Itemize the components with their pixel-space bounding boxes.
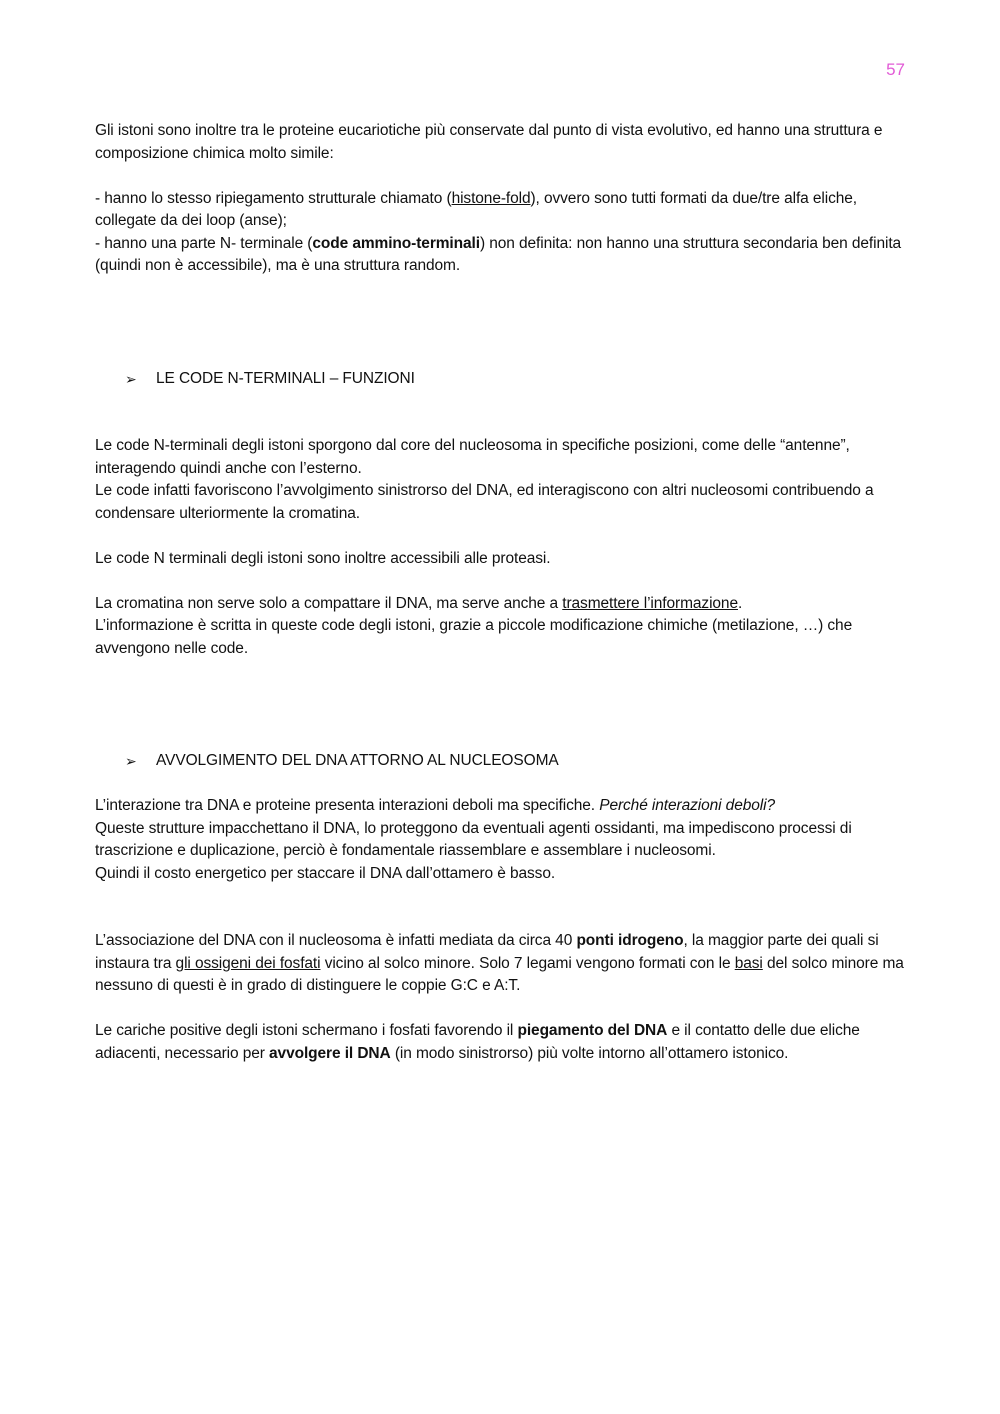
basi-term: basi xyxy=(734,954,763,972)
piegamento-dna-term: piegamento del DNA xyxy=(517,1022,668,1039)
ponti-idrogeno-term: ponti idrogeno xyxy=(576,932,684,949)
section1-paragraph-3: Le code N terminali degli istoni sono inoltre accessibili alle proteasi. xyxy=(95,549,551,567)
section2-paragraph-5: Le cariche positive degli istoni schermano i fosfati favorendo il piegamento del DNA e il contatto delle due eliche adiacenti, necessario per avvolgere il DNA (in modo sinistrorso) più volte intorno all’ottamero istonico. xyxy=(95,1022,860,1062)
arrowhead-bullet-icon: ➢ xyxy=(125,370,137,387)
section2-paragraph-4: L’associazione del DNA con il nucleosoma è infatti mediata da circa 40 ponti idrogeno, la maggior parte dei quali si instaura tra gli ossigeni dei fosfati vicino al solco minore. Solo 7 legami vengono formati con le basi del solco minore ma nessuno di questi è in grado di distinguere le coppie G:C e A:T. xyxy=(95,932,904,994)
section2-paragraph-3: Quindi il costo energetico per staccare il DNA dall’ottamero è basso. xyxy=(95,864,556,882)
section2-paragraph-2: Queste strutture impacchettano il DNA, lo proteggono da eventuali agenti ossidanti, ma impediscono processi di trascrizione e duplicazione, perciò è fondamentale riassemblare e assemblare i nucleosomi. xyxy=(95,819,852,859)
section1-paragraph-1: Le code N-terminali degli istoni sporgono dal core del nucleosoma in specifiche posizioni, come delle “antenne”, interagendo quindi anche con l’esterno. xyxy=(95,437,850,477)
avvolgere-dna-term: avvolgere il DNA xyxy=(269,1044,391,1062)
section1-paragraph-4: La cromatina non serve solo a compattare il DNA, ma serve anche a trasmettere l’informazione. xyxy=(95,594,743,612)
intro-bullet-1: - hanno lo stesso ripiegamento strutturale chiamato (histone-fold), ovvero sono tutti formati da due/tre alfa eliche, collegate da dei loop (anse); xyxy=(95,189,857,229)
histone-fold-term: histone-fold xyxy=(451,189,531,207)
document-body xyxy=(95,120,905,1065)
section1-paragraph-5: L’informazione è scritta in queste code degli istoni, grazie a piccole modificazione chimiche (metilazione, …) che avvengono nelle code. xyxy=(95,617,853,657)
trasmettere-informazione-term: trasmettere l’informazione xyxy=(562,594,738,612)
section-heading-avvolgimento-dna: ➢ AVVOLGIMENTO DEL DNA ATTORNO AL NUCLEOSOMA xyxy=(95,750,905,773)
ossigeni-fosfati-term: gli ossigeni dei fosfati xyxy=(175,954,321,972)
arrowhead-bullet-icon: ➢ xyxy=(125,753,137,769)
page-number: 57 xyxy=(886,60,905,79)
intro-paragraph: Gli istoni sono inoltre tra le proteine eucariotiche più conservate dal punto di vista evolutivo, ed hanno una struttura e composizione chimica molto simile: xyxy=(95,122,883,162)
section1-paragraph-2: Le code infatti favoriscono l’avvolgimento sinistrorso del DNA, ed interagiscono con altri nucleosomi contribuendo a condensare ulteriormente la cromatina. xyxy=(95,482,874,522)
section-heading-code-n-terminali: ➢ LE CODE N-TERMINALI – FUNZIONI xyxy=(95,368,905,391)
section2-paragraph-1: L’interazione tra DNA e proteine presenta interazioni deboli ma specifiche. Perché interazioni deboli? xyxy=(95,797,775,814)
code-ammino-terminali-term: code ammino-terminali xyxy=(312,234,480,252)
question-italic: Perché interazioni deboli? xyxy=(599,797,775,814)
intro-bullet-2: - hanno una parte N- terminale (code ammino-terminali) non definita: non hanno una struttura secondaria ben definita (quindi non è accessibile), ma è una struttura random. xyxy=(95,234,902,274)
